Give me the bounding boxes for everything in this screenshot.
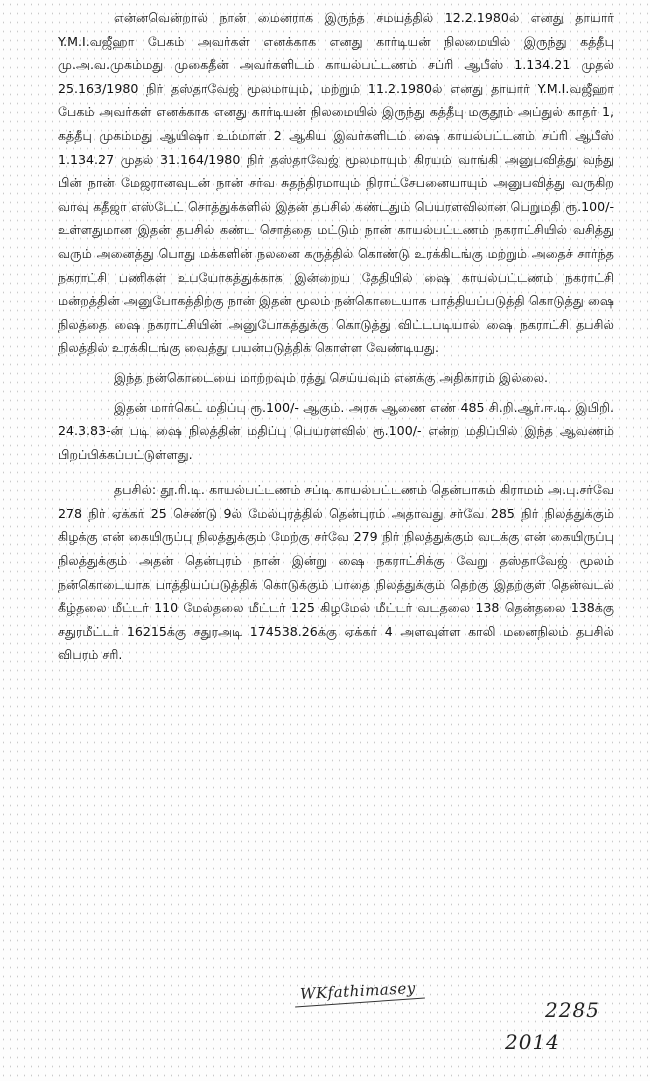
- paragraph-market-value: இதன் மார்கெட் மதிப்பு ரூ.100/- ஆகும். அரசு ஆணை எண் 485 சி.றி.ஆர்.ஈ.டி. இபிறி. 24.3.83-ன் படி ஷை நிலத்தின் மதிப்பு பெயரளவில் ரூ.100/- என்ற மதிப்பில் இந்த ஆவணம் பிறப்பிக்கப்பட்டுள்ளது.: [58, 399, 614, 462]
- document-body: [58, 6, 614, 667]
- paragraph-irrevocable: இந்த நன்கொடையை மாற்றவும் ரத்து செய்யவும் எனக்கு அதிகாரம் இல்லை.: [114, 369, 549, 385]
- paragraph-gift-declaration: என்னவென்றால் நான் மைனராக இருந்த சமயத்தில் 12.2.1980ல் எனது தாயார் Y.M.I.வஜீஹா பேகம் அவர்கள் எனக்காக எனது கார்டியன் நிலமையில் இருந்து கத்தீபு மு.அ.வ.முகம்மது முகைதீன் அவர்களிடம் காயல்பட்டணம் சப்ரி ஆபீஸ் 1.134.21 முதல் 25.163/1980 நிர் தஸ்தாவேஜ் மூலமாயும், மற்றும் 11.2.1980ல் எனது தாயார் Y.M.I.வஜீஹா பேகம் அவர்கள் எனக்காக எனது கார்டியன் நிலமையில் இருந்து கத்தீபு மகுதூம் அப்துல் காதர் 1, கத்தீபு முகம்மது ஆயிஷா உம்மாள் 2 ஆகிய இவர்களிடம் ஷை காயல்பட்டனம் சப்ரி ஆபீஸ் 1.134.27 முதல் 31.164/1980 நிர் தஸ்தாவேஜ் மூலமாயும் கிரயம் வாங்கி அனுபவித்து வந்து பின் நான் மேஜரானவுடன் நான் சர்வ சுதந்திரமாயும் நிராட்சேபனையாயும் அனுபவித்து வருகிற வாவு கதீஜா எஸ்டேட் சொத்துக்களில் இதன் தபசில் கண்டதும் பெயரளவிலான பெறுமதி ரூ.100/- உள்ளதுமான இதன் தபசில் கண்ட சொத்தை மட்டும் நான் காயல்பட்டணம் நகராட்சியில் வசித்து வரும் அனைத்து பொது மக்களின் நலனை கருத்தில் கொண்டு உரக்கிடங்கு மற்றும் அதைச் சார்ந்த நகராட்சி பணிகள் உபயோகத்துக்காக இன்றைய தேதியில் ஷை காயல்பட்டணம் நகராட்சி மன்றத்தின் அனுபோகத்திற்கு நான் இதன் மூலம் நன்கொடையாக பாத்தியப்படுத்தி கொடுத்து ஷை நிலத்தை ஷை நகராட்சியின் அனுபோகத்துக்கு கொடுத்து விட்டபடியால் ஷை நகராட்சி தபசில் நிலத்தில் உரக்கிடங்கு வைத்து பயன்படுத்திக் கொள்ள வேண்டியது.: [58, 10, 614, 356]
- handwritten-signature: WKfathimasey: [299, 978, 417, 1004]
- paragraph-schedule: தபசில்: தூ.ரி.டி. காயல்பட்டணம் சப்டி காயல்பட்டணம் தென்பாகம் கிராமம் அ.பு.சர்வே 278 நிர் ஏக்கர் 25 செண்டு 9ல் மேல்புரத்தில் தென்புரம் அதாவது சர்வே 285 நிர் நிலத்துக்கும் கிழக்கு என் கையிருப்பு நிலத்துக்கும் மேற்கு சர்வே 279 நிர் நிலத்துக்கும் வடக்கு என் கையிருப்பு நிலத்துக்கும் அதன் தென்புரம் நான் இன்று ஷை நகராட்சிக்கு வேறு தஸ்தாவேஜ் மூலம் நன்கொடையாக பாத்தியப்படுத்திக் கொடுக்கும் பாதை நிலத்துக்கும் தெற்கு இதற்குள் தென்வடல் கீழ்தலை மீட்டர் 110 மேல்தலை மீட்டர் 125 கிழமேல் மீட்டர் வடதலை 138 தென்தலை 138க்கு சதுரமீட்டர் 16215க்கு சதுரஅடி 174538.26க்கு ஏக்கர் 4 அளவுள்ள காலி மனைநிலம் தபசில் விபரம் சரி.: [58, 482, 614, 663]
- handwritten-number-top: 2285: [545, 998, 600, 1022]
- handwritten-number-bottom: 2014: [505, 1030, 560, 1054]
